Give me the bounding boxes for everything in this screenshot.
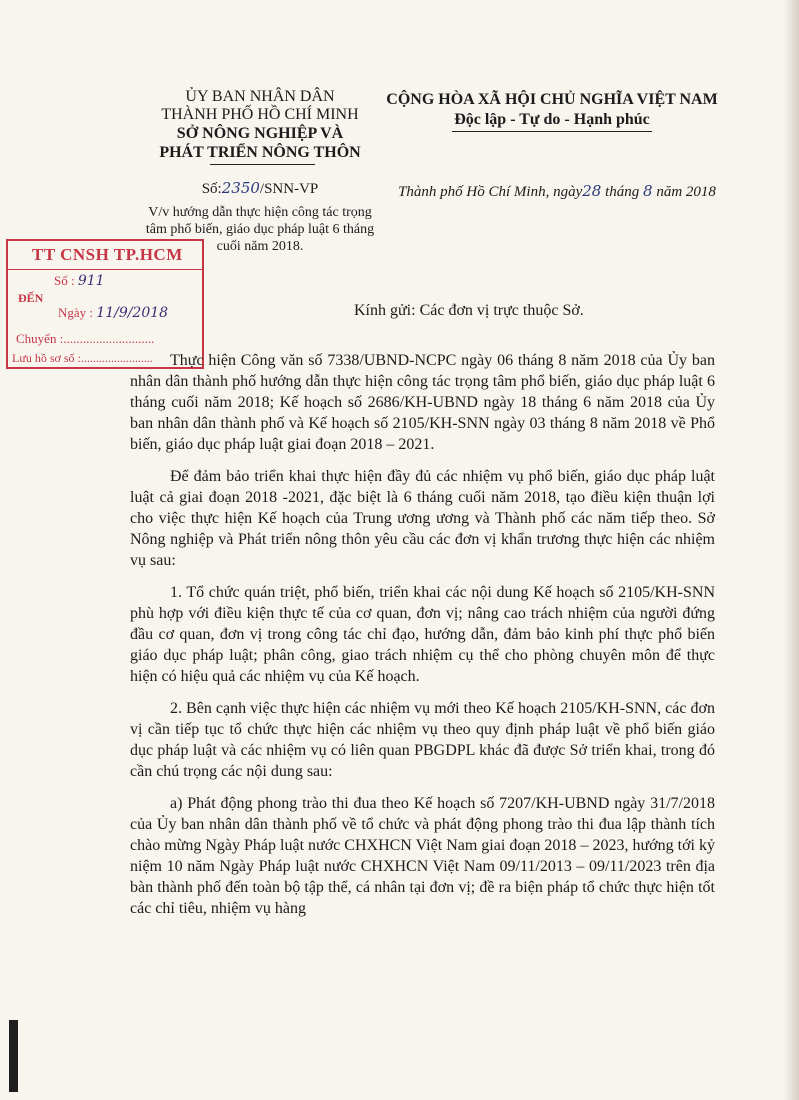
paragraph: 1. Tổ chức quán triệt, phổ biến, triển khai các nội dung Kế hoạch số 2105/KH-SNN phù hợp với điều kiện thực tế của cơ quan, đơn vị; nâng cao trách nhiệm của người đứng đầu cơ quan, đơn vị trong công tác chỉ đạo, hướng dẫn, đảm bảo kinh phí thực phổ biến giáo dục pháp luật; phân công, giao trách nhiệm cụ thể cho phòng chuyên môn để thực hiện có hiệu quả các nhiệm vụ của Kế hoạch. xyxy=(130,584,715,685)
stamp-date-row xyxy=(58,305,168,321)
stamp-number-value: 911 xyxy=(77,273,105,289)
date-month: 8 xyxy=(643,182,653,200)
stamp-archive-label: Lưu hồ sơ số : xyxy=(12,351,81,365)
org-underline xyxy=(210,164,315,165)
doc-number-handwritten: 2350 xyxy=(221,179,260,197)
doc-number-suffix: /SNN-VP xyxy=(259,181,319,197)
national-title: CỘNG HÒA XÃ HỘI CHỦ NGHĨA VIỆT NAM xyxy=(386,91,718,108)
date-year: năm 2018 xyxy=(652,184,716,200)
paragraph: Để đảm bảo triển khai thực hiện đầy đủ các nhiệm vụ phổ biến, giáo dục pháp luật luật cả giai đoạn 2018 -2021, đặc biệt là 6 tháng cuối năm 2018, tạo điều kiện thuận lợi cho việc thực hiện Kế hoạch của Trung ương ương và Thành phố các năm tiếp theo. Sở Nông nghiệp và Phát triển nông thôn yêu cầu các đơn vị khẩn trương thực hiện các nhiệm vụ sau: xyxy=(130,468,715,569)
motto-underline xyxy=(452,131,652,132)
stamp-forward-row xyxy=(16,331,154,347)
document-number xyxy=(110,179,410,198)
document-subject: V/v hướng dẫn thực hiện công tác trọng tâm phổ biến, giáo dục pháp luật 6 tháng cuối năm 2018. xyxy=(145,205,375,254)
greeting: Kính gửi: Các đơn vị trực thuộc Sở. xyxy=(354,302,584,319)
stamp-forward-dots: ............................ xyxy=(63,331,155,346)
date-month-word: tháng xyxy=(601,184,644,200)
national-motto: Độc lập - Tự do - Hạnh phúc xyxy=(454,111,650,128)
org-line-2: THÀNH PHỐ HỒ CHÍ MINH xyxy=(161,106,359,123)
scan-edge-shadow xyxy=(783,0,799,1100)
org-line-4: PHÁT TRIỂN NÔNG THÔN xyxy=(159,144,361,161)
stamp-title: TT CNSH TP.HCM xyxy=(32,245,183,264)
stamp-den-label: ĐẾN xyxy=(18,291,44,305)
stamp-date-label: Ngày : xyxy=(58,305,94,320)
paragraph: a) Phát động phong trào thi đua theo Kế hoạch số 7207/KH-UBND ngày 31/7/2018 của Ủy ban nhân dân thành phố về tổ chức và phát động phong trào thi đua lập thành tích chào mừng Ngày Pháp luật nước CHXHCN Việt Nam giai đoạn 2018 – 2023, hướng tới kỷ niệm 10 năm Ngày Pháp luật nước CHXHCN Việt Nam 09/11/2013 – 09/11/2023 trên địa bàn thành phố đến toàn bộ tập thể, cá nhân tại đơn vị; đề ra biện pháp tổ chức thực hiện tốt các chỉ tiêu, nhiệm vụ hàng xyxy=(130,795,715,917)
stamp-divider xyxy=(8,269,202,270)
stamp-archive-dots: ........................ xyxy=(80,351,153,365)
stamp-date-value: 11/9/2018 xyxy=(96,305,169,321)
place-date xyxy=(392,182,722,201)
doc-number-prefix: Số: xyxy=(201,181,222,197)
scan-margin-mark xyxy=(9,1020,18,1092)
stamp-number-label: Số : xyxy=(54,273,75,288)
place-date-prefix: Thành phố Hồ Chí Minh, ngày xyxy=(398,184,583,200)
paragraph: 2. Bên cạnh việc thực hiện các nhiệm vụ mới theo Kế hoạch 2105/KH-SNN, các đơn vị cần tiếp tục tổ chức thực hiện các nhiệm vụ theo quy định pháp luật về phổ biến giáo dục pháp luật và các nhiệm vụ có liên quan PBGDPL khác đã được Sở triển khai, trong đó cần chú trọng các nội dung sau: xyxy=(130,700,715,780)
org-line-3: SỞ NÔNG NGHIỆP VÀ xyxy=(176,125,344,142)
document-body xyxy=(130,350,715,930)
stamp-number-row xyxy=(54,273,105,289)
org-line-1: ỦY BAN NHÂN DÂN xyxy=(185,88,335,105)
stamp-forward-label: Chuyển : xyxy=(16,331,64,346)
paragraph: Thực hiện Công văn số 7338/UBND-NCPC ngày 06 tháng 8 năm 2018 của Ủy ban nhân dân thành phố hướng dẫn thực hiện công tác trọng tâm phổ biến, giáo dục pháp luật 6 tháng cuối năm 2018; Kế hoạch số 2686/KH-UBND ngày 18 tháng 6 năm 2018 của Ủy ban nhân dân thành phố và Kế hoạch số 2105/KH-SNN ngày 03 tháng 8 năm 2018 về Phổ biến, giáo dục pháp luật giai đoạn 2018 – 2021. xyxy=(130,352,715,453)
date-day: 28 xyxy=(582,182,602,200)
